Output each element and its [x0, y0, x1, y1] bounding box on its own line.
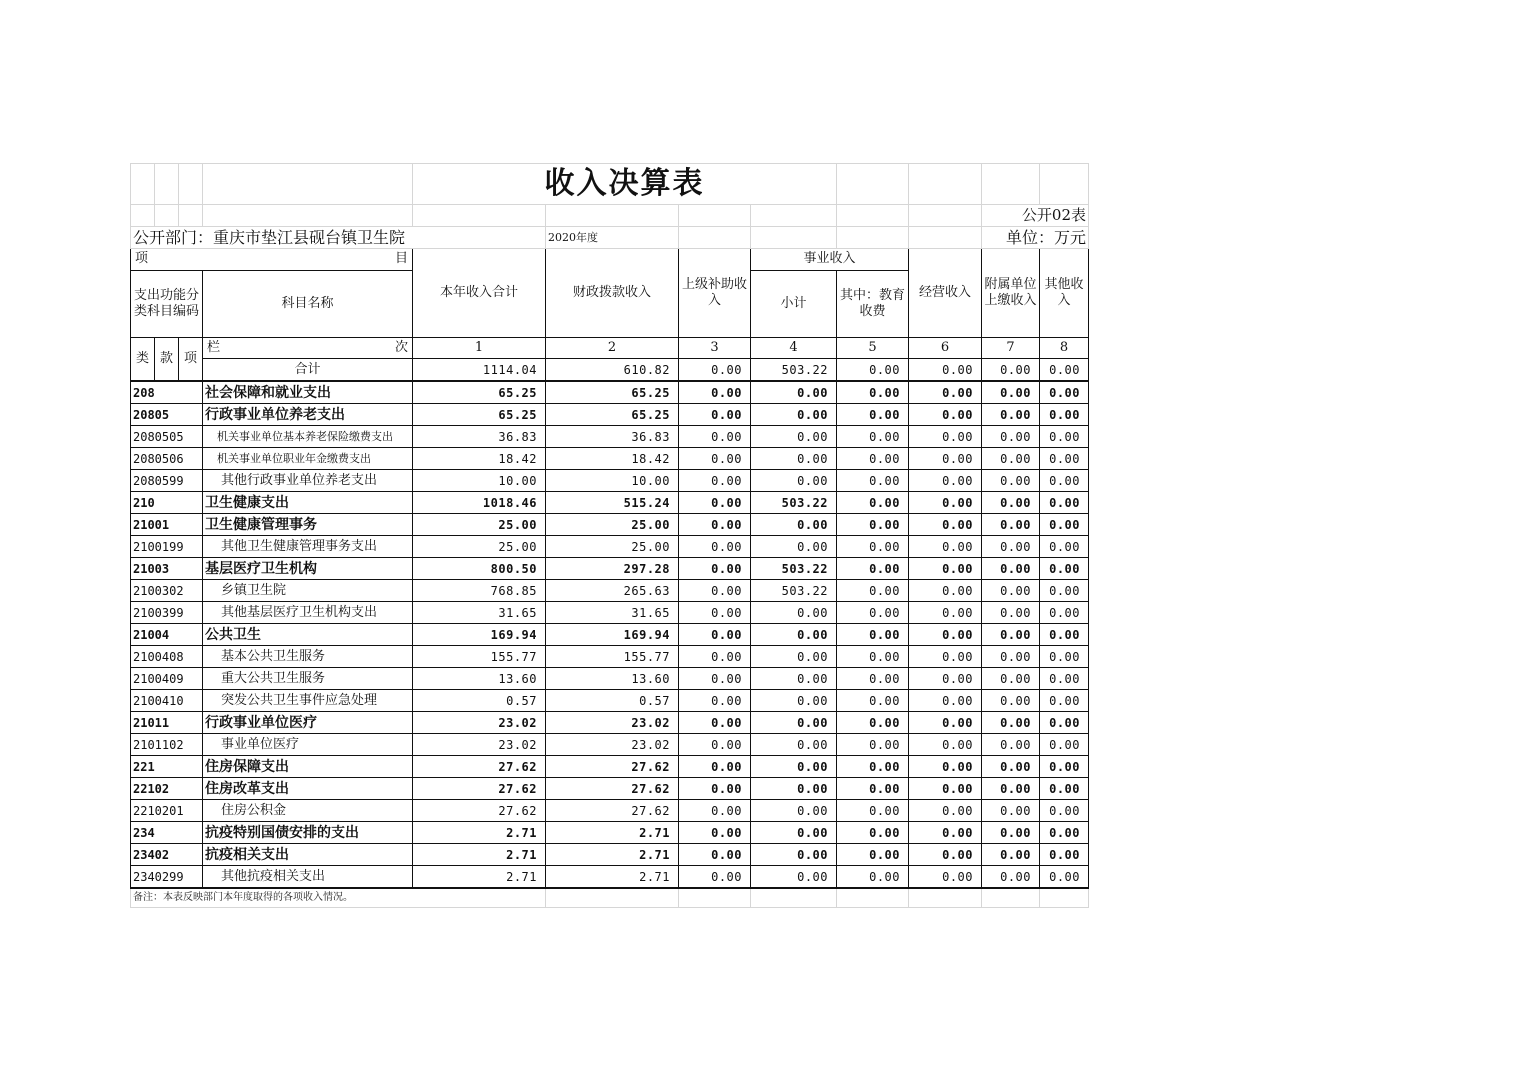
row-code: 2100409 — [131, 668, 203, 690]
row-name: 其他行政事业单位养老支出 — [203, 470, 413, 492]
row-value: 0.00 — [751, 404, 837, 426]
header-lanci — [203, 338, 413, 359]
row-value: 0.00 — [982, 800, 1040, 822]
row-value: 0.00 — [837, 756, 909, 778]
row-value: 0.00 — [837, 448, 909, 470]
row-value: 65.25 — [413, 404, 546, 426]
row-value: 0.00 — [982, 404, 1040, 426]
col-business-income-header: 事业收入 — [751, 249, 909, 271]
col-subtotal-header: 小计 — [751, 271, 837, 338]
row-value: 0.00 — [909, 536, 982, 558]
table-row — [131, 646, 1089, 668]
row-code: 21004 — [131, 624, 203, 646]
col-superior-header: 上级补助收入 — [679, 249, 751, 338]
col-total-header: 本年收入合计 — [413, 249, 546, 338]
row-value: 0.00 — [679, 822, 751, 844]
row-value: 0.00 — [679, 668, 751, 690]
total-cell: 0.00 — [1040, 359, 1089, 382]
header-kuan: 款 — [155, 338, 179, 382]
row-value: 0.00 — [837, 712, 909, 734]
row-name: 其他卫生健康管理事务支出 — [203, 536, 413, 558]
unit-label: 单位：万元 — [982, 227, 1089, 249]
row-value: 0.00 — [982, 558, 1040, 580]
row-value: 31.65 — [546, 602, 679, 624]
row-value: 0.00 — [679, 536, 751, 558]
row-value: 0.00 — [679, 734, 751, 756]
row-value: 0.00 — [982, 778, 1040, 800]
row-value: 0.00 — [909, 426, 982, 448]
row-name: 基本公共卫生服务 — [203, 646, 413, 668]
row-value: 0.00 — [837, 536, 909, 558]
total-cell: 1114.04 — [413, 359, 546, 382]
row-value: 0.00 — [679, 844, 751, 866]
row-value: 0.00 — [837, 580, 909, 602]
income-table — [130, 163, 1089, 908]
row-value: 297.28 — [546, 558, 679, 580]
row-value: 0.00 — [679, 426, 751, 448]
row-code: 2100410 — [131, 690, 203, 712]
row-value: 0.00 — [751, 756, 837, 778]
row-value: 65.25 — [413, 381, 546, 404]
row-value: 10.00 — [413, 470, 546, 492]
row-value: 0.00 — [751, 668, 837, 690]
col-num-2: 2 — [546, 338, 679, 359]
row-value: 0.00 — [1040, 822, 1089, 844]
row-value: 0.00 — [751, 381, 837, 404]
row-value: 27.62 — [413, 800, 546, 822]
col-num-3: 3 — [679, 338, 751, 359]
row-value: 0.00 — [1040, 756, 1089, 778]
row-code: 2101102 — [131, 734, 203, 756]
row-value: 0.00 — [679, 492, 751, 514]
row-value: 0.00 — [909, 690, 982, 712]
row-value: 27.62 — [546, 800, 679, 822]
row-value: 0.00 — [909, 470, 982, 492]
row-code: 21001 — [131, 514, 203, 536]
row-value: 0.00 — [751, 646, 837, 668]
row-value: 25.00 — [413, 514, 546, 536]
row-name: 卫生健康支出 — [203, 492, 413, 514]
col-num-8: 8 — [1040, 338, 1089, 359]
row-value: 503.22 — [751, 492, 837, 514]
table-row — [131, 778, 1089, 800]
row-code: 21003 — [131, 558, 203, 580]
row-value: 13.60 — [413, 668, 546, 690]
row-value: 0.00 — [751, 712, 837, 734]
row-value: 503.22 — [751, 580, 837, 602]
row-value: 27.62 — [413, 756, 546, 778]
row-value: 0.00 — [679, 448, 751, 470]
row-value: 0.00 — [751, 536, 837, 558]
row-value: 0.00 — [982, 580, 1040, 602]
row-value: 0.00 — [982, 602, 1040, 624]
row-value: 0.00 — [751, 800, 837, 822]
row-value: 0.00 — [1040, 448, 1089, 470]
row-value: 0.00 — [679, 712, 751, 734]
table-row — [131, 712, 1089, 734]
row-name: 社会保障和就业支出 — [203, 381, 413, 404]
row-value: 27.62 — [546, 778, 679, 800]
row-value: 0.00 — [909, 448, 982, 470]
row-value: 0.00 — [909, 778, 982, 800]
row-value: 0.00 — [1040, 866, 1089, 889]
income-statement-sheet — [130, 163, 1088, 908]
row-value: 0.00 — [679, 381, 751, 404]
row-code: 234 — [131, 822, 203, 844]
row-value: 0.00 — [982, 492, 1040, 514]
row-code: 210 — [131, 492, 203, 514]
row-value: 13.60 — [546, 668, 679, 690]
row-value: 2.71 — [413, 844, 546, 866]
row-value: 768.85 — [413, 580, 546, 602]
row-value: 0.00 — [837, 866, 909, 889]
row-code: 22102 — [131, 778, 203, 800]
total-cell: 0.00 — [982, 359, 1040, 382]
header-xiang-left: 项 — [135, 251, 149, 267]
row-code: 2100302 — [131, 580, 203, 602]
row-value: 2.71 — [413, 822, 546, 844]
row-value: 0.00 — [1040, 514, 1089, 536]
form-number: 公开02表 — [982, 205, 1089, 227]
table-row — [131, 492, 1089, 514]
row-value: 0.00 — [982, 734, 1040, 756]
row-code: 2080505 — [131, 426, 203, 448]
row-value: 2.71 — [413, 866, 546, 889]
row-value: 0.00 — [982, 844, 1040, 866]
row-value: 0.00 — [837, 558, 909, 580]
row-value: 0.00 — [909, 646, 982, 668]
row-value: 0.00 — [837, 822, 909, 844]
row-value: 0.00 — [751, 470, 837, 492]
row-value: 0.00 — [837, 381, 909, 404]
row-value: 0.00 — [982, 536, 1040, 558]
row-value: 2.71 — [546, 844, 679, 866]
row-name: 基层医疗卫生机构 — [203, 558, 413, 580]
table-row — [131, 426, 1089, 448]
table-row — [131, 558, 1089, 580]
row-value: 0.00 — [982, 690, 1040, 712]
row-value: 0.00 — [909, 404, 982, 426]
row-value: 0.00 — [1040, 712, 1089, 734]
row-value: 0.00 — [1040, 646, 1089, 668]
total-cell: 0.00 — [909, 359, 982, 382]
row-value: 25.00 — [546, 514, 679, 536]
header-xiang: 项 — [179, 338, 203, 382]
row-value: 0.00 — [751, 844, 837, 866]
table-row — [131, 800, 1089, 822]
table-row — [131, 756, 1089, 778]
col-education-fee-header: 其中：教育收费 — [837, 271, 909, 338]
total-cell: 0.00 — [679, 359, 751, 382]
row-code: 20805 — [131, 404, 203, 426]
row-value: 0.00 — [909, 844, 982, 866]
row-value: 0.00 — [751, 778, 837, 800]
row-name: 住房改革支出 — [203, 778, 413, 800]
row-name: 机关事业单位职业年金缴费支出 — [203, 448, 413, 470]
row-code: 2100408 — [131, 646, 203, 668]
row-value: 0.00 — [679, 558, 751, 580]
row-value: 10.00 — [546, 470, 679, 492]
header-item-row — [131, 249, 413, 271]
row-code: 2100199 — [131, 536, 203, 558]
row-value: 0.00 — [909, 580, 982, 602]
row-value: 0.00 — [751, 624, 837, 646]
row-value: 0.00 — [837, 668, 909, 690]
row-value: 0.00 — [909, 800, 982, 822]
row-value: 23.02 — [413, 734, 546, 756]
table-row — [131, 734, 1089, 756]
total-cell: 503.22 — [751, 359, 837, 382]
row-value: 155.77 — [546, 646, 679, 668]
row-value: 0.00 — [982, 381, 1040, 404]
row-value: 0.00 — [1040, 470, 1089, 492]
row-value: 0.00 — [982, 470, 1040, 492]
row-value: 0.00 — [679, 624, 751, 646]
row-value: 36.83 — [413, 426, 546, 448]
total-cell: 0.00 — [837, 359, 909, 382]
row-value: 0.00 — [1040, 381, 1089, 404]
row-value: 0.00 — [679, 602, 751, 624]
row-value: 31.65 — [413, 602, 546, 624]
row-value: 0.00 — [1040, 624, 1089, 646]
row-code: 208 — [131, 381, 203, 404]
col-fiscal-header: 财政拨款收入 — [546, 249, 679, 338]
row-name: 住房保障支出 — [203, 756, 413, 778]
row-code: 23402 — [131, 844, 203, 866]
row-value: 0.00 — [837, 844, 909, 866]
row-name: 重大公共卫生服务 — [203, 668, 413, 690]
row-value: 0.00 — [751, 822, 837, 844]
row-code: 2080506 — [131, 448, 203, 470]
row-value: 25.00 — [413, 536, 546, 558]
header-ci: 次 — [394, 339, 408, 355]
row-value: 0.00 — [1040, 800, 1089, 822]
row-value: 0.00 — [751, 448, 837, 470]
row-value: 0.00 — [1040, 734, 1089, 756]
row-name: 抗疫相关支出 — [203, 844, 413, 866]
row-value: 18.42 — [546, 448, 679, 470]
row-value: 0.57 — [546, 690, 679, 712]
row-name: 卫生健康管理事务 — [203, 514, 413, 536]
row-value: 0.00 — [1040, 492, 1089, 514]
row-value: 0.00 — [1040, 602, 1089, 624]
row-code: 2340299 — [131, 866, 203, 889]
table-row — [131, 690, 1089, 712]
row-value: 0.00 — [679, 404, 751, 426]
row-value: 0.00 — [982, 866, 1040, 889]
row-value: 0.00 — [837, 624, 909, 646]
row-value: 25.00 — [546, 536, 679, 558]
row-value: 0.00 — [909, 381, 982, 404]
row-value: 0.00 — [679, 778, 751, 800]
row-value: 65.25 — [546, 404, 679, 426]
row-value: 23.02 — [546, 734, 679, 756]
table-row — [131, 404, 1089, 426]
row-value: 0.00 — [1040, 690, 1089, 712]
table-row — [131, 536, 1089, 558]
table-row — [131, 866, 1089, 889]
row-name: 机关事业单位基本养老保险缴费支出 — [203, 426, 413, 448]
total-cell: 610.82 — [546, 359, 679, 382]
row-name: 行政事业单位医疗 — [203, 712, 413, 734]
row-name: 事业单位医疗 — [203, 734, 413, 756]
row-name: 其他基层医疗卫生机构支出 — [203, 602, 413, 624]
row-value: 2.71 — [546, 822, 679, 844]
row-value: 0.00 — [679, 646, 751, 668]
row-value: 0.00 — [679, 580, 751, 602]
row-value: 0.00 — [679, 514, 751, 536]
row-value: 0.00 — [909, 866, 982, 889]
row-name: 抗疫特别国债安排的支出 — [203, 822, 413, 844]
row-value: 1018.46 — [413, 492, 546, 514]
row-code: 2100399 — [131, 602, 203, 624]
row-value: 800.50 — [413, 558, 546, 580]
row-code: 221 — [131, 756, 203, 778]
row-value: 23.02 — [546, 712, 679, 734]
row-value: 0.00 — [982, 514, 1040, 536]
code-header: 支出功能分类科目编码 — [131, 271, 203, 338]
table-row — [131, 844, 1089, 866]
row-value: 155.77 — [413, 646, 546, 668]
col-operating-header: 经营收入 — [909, 249, 982, 338]
row-value: 27.62 — [546, 756, 679, 778]
total-row — [131, 359, 1089, 382]
fiscal-year: 2020年度 — [546, 227, 679, 249]
row-value: 0.00 — [837, 404, 909, 426]
row-value: 0.00 — [837, 734, 909, 756]
row-value: 0.00 — [982, 624, 1040, 646]
row-name: 乡镇卫生院 — [203, 580, 413, 602]
row-value: 0.00 — [909, 558, 982, 580]
row-value: 0.00 — [909, 734, 982, 756]
table-row — [131, 624, 1089, 646]
table-row — [131, 470, 1089, 492]
row-name: 公共卫生 — [203, 624, 413, 646]
row-value: 0.00 — [679, 866, 751, 889]
row-value: 0.00 — [909, 756, 982, 778]
row-value: 0.00 — [909, 602, 982, 624]
row-name: 突发公共卫生事件应急处理 — [203, 690, 413, 712]
row-value: 0.00 — [837, 514, 909, 536]
row-value: 0.00 — [909, 514, 982, 536]
name-header: 科目名称 — [203, 271, 413, 338]
row-value: 36.83 — [546, 426, 679, 448]
row-value: 0.00 — [679, 800, 751, 822]
col-affiliated-header: 附属单位上缴收入 — [982, 249, 1040, 338]
row-value: 0.00 — [909, 822, 982, 844]
header-lei: 类 — [131, 338, 155, 382]
row-value: 0.00 — [982, 448, 1040, 470]
col-num-7: 7 — [982, 338, 1040, 359]
row-value: 0.00 — [909, 712, 982, 734]
row-value: 18.42 — [413, 448, 546, 470]
table-row — [131, 448, 1089, 470]
table-row — [131, 668, 1089, 690]
row-value: 0.00 — [837, 492, 909, 514]
row-name: 其他抗疫相关支出 — [203, 866, 413, 889]
row-value: 2.71 — [546, 866, 679, 889]
row-value: 503.22 — [751, 558, 837, 580]
row-value: 0.00 — [1040, 536, 1089, 558]
row-value: 0.00 — [982, 822, 1040, 844]
row-value: 23.02 — [413, 712, 546, 734]
row-value: 0.00 — [909, 624, 982, 646]
row-value: 0.00 — [982, 646, 1040, 668]
row-value: 0.00 — [751, 602, 837, 624]
row-value: 0.00 — [1040, 778, 1089, 800]
row-value: 0.00 — [982, 756, 1040, 778]
footnote: 备注：本表反映部门本年度取得的各项收入情况。 — [131, 888, 546, 908]
row-value: 0.00 — [837, 470, 909, 492]
row-value: 0.00 — [679, 690, 751, 712]
row-value: 0.00 — [909, 492, 982, 514]
col-num-4: 4 — [751, 338, 837, 359]
col-num-6: 6 — [909, 338, 982, 359]
row-value: 0.57 — [413, 690, 546, 712]
table-row — [131, 602, 1089, 624]
col-num-5: 5 — [837, 338, 909, 359]
table-row — [131, 381, 1089, 404]
row-value: 0.00 — [837, 800, 909, 822]
col-other-header: 其他收入 — [1040, 249, 1089, 338]
row-value: 169.94 — [546, 624, 679, 646]
row-value: 515.24 — [546, 492, 679, 514]
row-value: 0.00 — [1040, 426, 1089, 448]
row-value: 0.00 — [1040, 844, 1089, 866]
row-value: 0.00 — [679, 470, 751, 492]
row-value: 0.00 — [909, 668, 982, 690]
row-value: 0.00 — [837, 602, 909, 624]
row-value: 0.00 — [751, 734, 837, 756]
row-value: 0.00 — [837, 646, 909, 668]
row-value: 0.00 — [1040, 558, 1089, 580]
row-value: 0.00 — [1040, 404, 1089, 426]
row-value: 169.94 — [413, 624, 546, 646]
row-value: 65.25 — [546, 381, 679, 404]
table-row — [131, 822, 1089, 844]
row-value: 0.00 — [751, 690, 837, 712]
row-value: 0.00 — [837, 426, 909, 448]
row-code: 21011 — [131, 712, 203, 734]
row-value: 27.62 — [413, 778, 546, 800]
row-value: 0.00 — [982, 426, 1040, 448]
total-label: 合计 — [203, 359, 413, 382]
row-value: 0.00 — [1040, 580, 1089, 602]
row-value: 0.00 — [837, 778, 909, 800]
row-value: 0.00 — [982, 668, 1040, 690]
table-row — [131, 580, 1089, 602]
header-mu-right: 目 — [394, 251, 408, 267]
row-value: 0.00 — [1040, 668, 1089, 690]
row-code: 2210201 — [131, 800, 203, 822]
row-name: 行政事业单位养老支出 — [203, 404, 413, 426]
row-value: 0.00 — [837, 690, 909, 712]
table-row — [131, 514, 1089, 536]
row-value: 0.00 — [751, 514, 837, 536]
row-name: 住房公积金 — [203, 800, 413, 822]
row-value: 0.00 — [679, 756, 751, 778]
col-num-1: 1 — [413, 338, 546, 359]
row-code: 2080599 — [131, 470, 203, 492]
row-value: 0.00 — [751, 866, 837, 889]
row-value: 0.00 — [751, 426, 837, 448]
row-value: 0.00 — [982, 712, 1040, 734]
page-title: 收入决算表 — [413, 164, 837, 205]
department-label: 公开部门：重庆市垫江县砚台镇卫生院 — [131, 227, 546, 249]
header-lan: 栏 — [207, 339, 221, 355]
row-value: 265.63 — [546, 580, 679, 602]
